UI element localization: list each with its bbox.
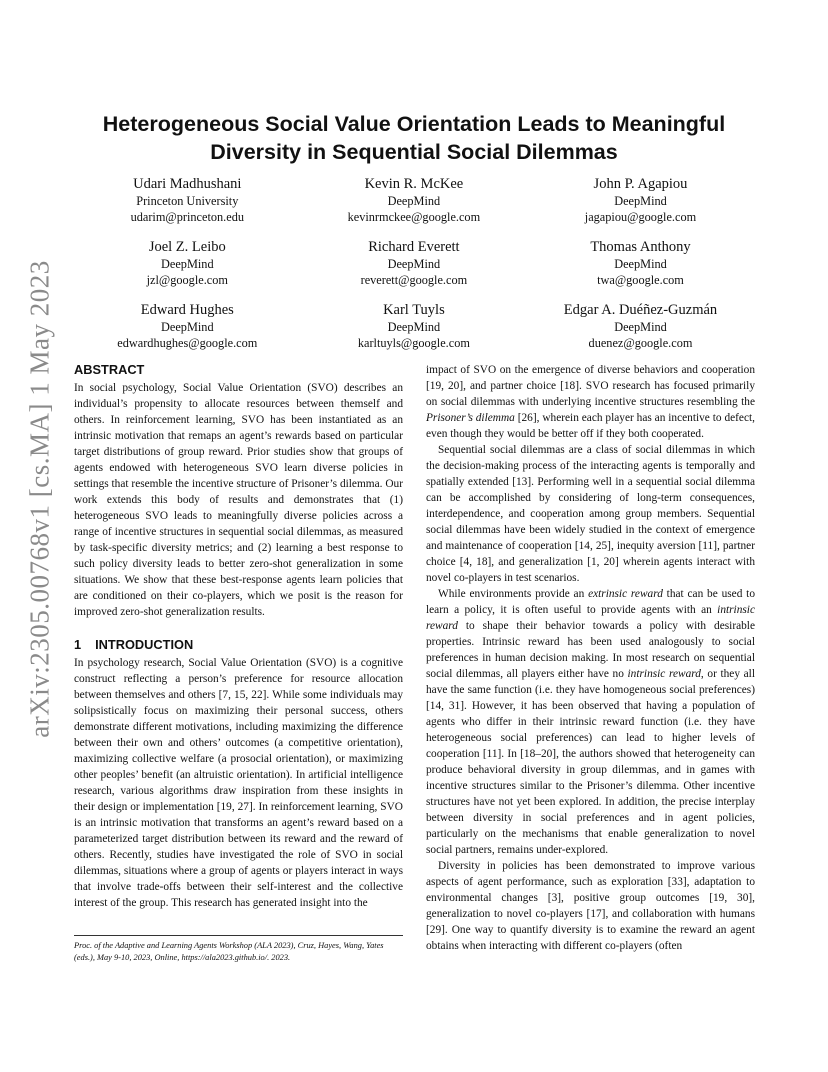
author-name: Udari Madhushani (133, 176, 242, 192)
text-run: to shape their behavior towards a policy with desirable properties. Intrinsic reward has been used analogously to social preferences in human decision making. In most research on sequential social dilemmas, all players either have no (426, 620, 755, 680)
left-column (74, 362, 403, 911)
author-email: reverett@google.com (360, 273, 468, 287)
intro-paragraph-2: Sequential social dilemmas are a class of social dilemmas in which the decision-making process of the interacting agents is temporally and spatially extended [13]. Performing well in a sequential social dilemma can be accomplished by considering of long-term consequences, interdependence, and cooperation among group members. Sequential social dilemmas have been widely studied in the context of emergence and maintenance of cooperation [14, 25], inequity aversion [11], partner choice [4, 18], and generalization [1, 20] wherein agents interact with novel co-players in test scenarios. (426, 444, 755, 584)
text-run: that can be used to learn a policy, it is often useful to provide agents with an (426, 588, 755, 616)
intro-paragraph-1-continued (426, 362, 755, 442)
author-affiliation: DeepMind (614, 194, 667, 208)
author-affiliation: DeepMind (614, 257, 667, 271)
emphasis: Prisoner’s dilemma (426, 412, 515, 424)
text-run: impact of SVO on the emergence of diverse behaviors and cooperation [19, 20], and partner choice [18]. SVO research has focused primarily on social dilemmas with underlying incentive structures resembling the (426, 364, 755, 408)
author-card (301, 301, 528, 364)
title-line-2: Diversity in Sequential Social Dilemmas (210, 140, 618, 164)
author-card (74, 301, 301, 364)
author-name: Edward Hughes (140, 302, 234, 318)
author-email: edwardhughes@google.com (117, 336, 258, 350)
author-row (74, 301, 754, 364)
author-card (301, 238, 528, 301)
author-name: John P. Agapiou (593, 176, 688, 192)
emphasis: intrinsic reward (627, 668, 701, 680)
paper-title (60, 110, 768, 166)
author-email: kevinrmckee@google.com (347, 210, 481, 224)
author-card (527, 301, 754, 364)
author-affiliation: Princeton University (136, 194, 239, 208)
text-run: While environments provide an (438, 588, 589, 600)
author-affiliation: DeepMind (161, 257, 214, 271)
author-card (527, 238, 754, 301)
section-title: INTRODUCTION (95, 637, 194, 652)
intro-paragraph-4: Diversity in policies has been demonstrated to improve various aspects of agent performance, such as exploration [33], adaptation to environmental changes [3], positive group outcomes [19, 30], generalization to novel co-players [17], and collaboration with humans [29]. One way to quantify diversity is to examine the reward an agent obtains when interacting with different co-players (often (426, 860, 755, 952)
author-email: duenez@google.com (588, 336, 693, 350)
section-number: 1 (74, 637, 82, 652)
author-name: Richard Everett (368, 239, 460, 255)
author-card (74, 175, 301, 238)
author-affiliation: DeepMind (614, 320, 667, 334)
author-card (527, 175, 754, 238)
text-run: [26], wherein each player has an incentive to defect, even though they would be better off if they both cooperated. (426, 412, 755, 440)
title-line-1: Heterogeneous Social Value Orientation Leads to Meaningful (102, 112, 726, 136)
author-name: Joel Z. Leibo (148, 239, 226, 255)
intro-paragraph-1: In psychology research, Social Value Orientation (SVO) is a cognitive construct reflecting a person’s preference for resource allocation between themselves and others [7, 15, 22]. While some individuals may solipsistically focus on maximizing their personal success, others demonstrate different motivations, including maximizing the difference between their own and others’ outcomes (a competitive orientation), maximizing collective welfare (a prosocial orientation), or maximizing other peoples’ benefit (an altruistic orientation). In artificial intelligence research, various algorithms draw inspiration from these insights in their design or implementation [19, 27]. In reinforcement learning, SVO is an intrinsic motivation that transforms an agent’s reward based on a parameterized target distribution between its reward and the reward of others. Recently, studies have investigated the role of SVO in social dilemmas, situations where a group of agents or players interact in ways that involve trade-offs between their self-interest and the collective interest of the group. This research has generated insight into the (74, 657, 403, 909)
author-email: udarim@princeton.edu (130, 210, 245, 224)
proceedings-footnote: Proc. of the Adaptive and Learning Agents Workshop (ALA 2023), Cruz, Hayes, Wang, Yates (eds.), May 9-10, 2023, Online, https://ala2023.github.io/. 2023. (74, 935, 403, 963)
emphasis: extrinsic reward (588, 588, 663, 600)
abstract-heading: ABSTRACT (74, 362, 145, 377)
author-card (301, 175, 528, 238)
author-email: karltuyls@google.com (357, 336, 470, 350)
introduction-heading (74, 637, 403, 653)
author-block (74, 175, 754, 364)
right-column (426, 362, 755, 954)
author-name: Thomas Anthony (590, 239, 691, 255)
author-row (74, 175, 754, 238)
author-name: Kevin R. McKee (364, 176, 464, 192)
author-email: jagapiou@google.com (584, 210, 697, 224)
intro-paragraph-3 (426, 586, 755, 858)
author-affiliation: DeepMind (387, 194, 441, 208)
author-email: jzl@google.com (146, 273, 228, 287)
author-affiliation: DeepMind (161, 320, 214, 334)
abstract-text: In social psychology, Social Value Orientation (SVO) describes an individual’s propensity to allocate resources between themself and others. In reinforcement learning, SVO has been instantiated as an intrinsic motivation that remaps an agent’s rewards based on particular target distributions of group reward. Prior studies show that groups of agents endowed with heterogeneous SVO learn diverse policies in settings that resemble the incentive structure of Prisoner’s dilemma. Our work extends this body of results and demonstrates that (1) heterogeneous SVO leads to meaningfully diverse policies across a range of incentive structures in sequential social dilemmas, as measured by task-specific diversity metrics; and (2) learning a best response to such policy diversity leads to better zero-shot generalization in some situations. We show that these best-response agents learn policies that are conditioned on their co-players, which we posit is the reason for improved zero-shot generalization results. (74, 382, 403, 618)
text-run: , or they all have the same function (i.e. they have homogeneous social preferences) [14, 31]. However, it has been observed that having a population of agents who differ in their intrinsic reward function (i.e. they have heterogeneous social preferences) can lead to higher levels of cooperation [11]. In [18–20], the authors showed that heterogeneity can produce behavioral diversity in group dilemmas, and in games with incentive structures similar to the Prisoner’s dilemma. Other incentive structures have not yet been explored. In addition, the precise interplay between diversity in social preferences and in agent policies, particularly on the mechanisms that enable generalization to novel social partners, remains under-explored. (426, 668, 755, 856)
author-name: Karl Tuyls (383, 302, 445, 318)
author-row (74, 238, 754, 301)
author-affiliation: DeepMind (387, 257, 441, 271)
emphasis: intrinsic reward (426, 604, 755, 632)
author-email: twa@google.com (597, 273, 684, 287)
arxiv-identifier-text: arXiv:2305.00768v1 [cs.MA] 1 May 2023 (24, 260, 55, 738)
author-affiliation: DeepMind (387, 320, 441, 334)
author-card (74, 238, 301, 301)
arxiv-identifier (22, 260, 58, 738)
author-name: Edgar A. Duéñez-Guzmán (563, 302, 718, 318)
